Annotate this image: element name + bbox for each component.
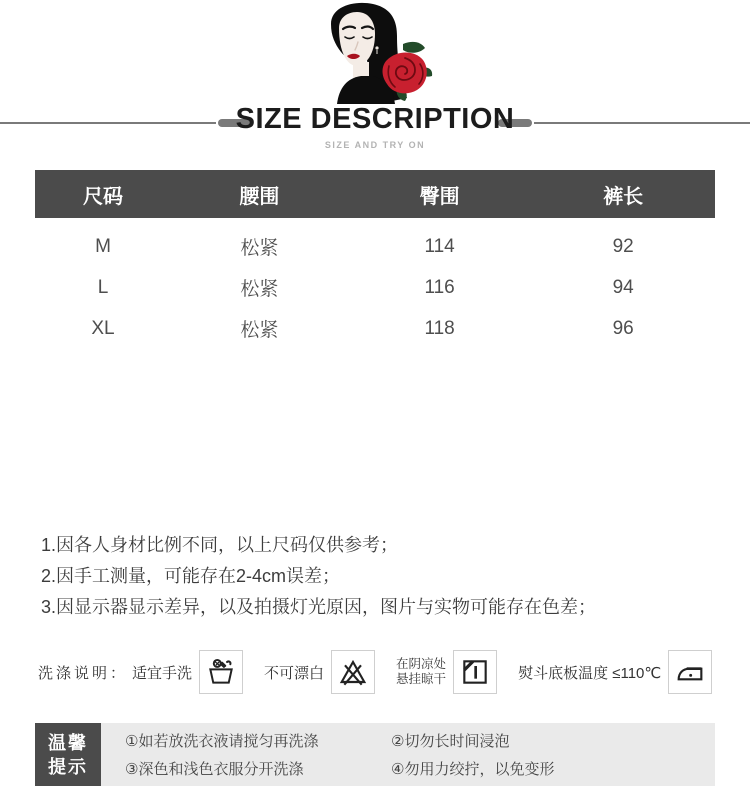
warm-tips-section xyxy=(35,723,715,786)
note-line: 1.因各人身材比例不同，以上尺码仅供参考； xyxy=(41,535,399,555)
wash-care-row xyxy=(38,648,716,696)
col-header-pants-length: 裤长 xyxy=(603,185,644,208)
cell-hip: 118 xyxy=(424,317,455,339)
no-bleach-icon xyxy=(331,650,375,694)
wash-care-label: 洗涤说明： xyxy=(38,664,129,682)
table-row xyxy=(35,226,715,267)
wash-item-shade-dry xyxy=(396,650,497,694)
note-line: 3.因显示器显示差异，以及拍摄灯光原因，图片与实物可能存在色差； xyxy=(41,597,597,617)
page-subtitle: SIZE AND TRY ON xyxy=(324,140,426,150)
wash-item-label: 适宜手洗 xyxy=(132,664,193,682)
note-line: 2.因手工测量，可能存在2-4cm误差； xyxy=(41,566,341,586)
wash-item-label: 熨斗底板温度 ≤110℃ xyxy=(518,664,662,682)
warm-tips-badge-line: 提示 xyxy=(48,756,88,777)
tip-item: ②切勿长时间浸泡 xyxy=(391,733,510,750)
size-table-header-row xyxy=(35,170,715,218)
tip-item: ④勿用力绞拧，以免变形 xyxy=(391,761,555,778)
woman-rose-illustration xyxy=(317,2,433,104)
cell-hip: 114 xyxy=(424,235,455,257)
size-table-body xyxy=(35,218,715,349)
warm-tips-body xyxy=(101,723,715,786)
size-notes xyxy=(41,530,596,623)
cell-hip: 116 xyxy=(424,276,455,298)
cell-pants-length: 92 xyxy=(612,235,634,257)
cell-waist: 松紧 xyxy=(240,320,279,341)
wash-item-iron-low-temp xyxy=(518,650,712,694)
hand-wash-icon xyxy=(199,650,243,694)
wash-item-hand-wash xyxy=(132,650,243,694)
tip-item: ③深色和浅色衣服分开洗涤 xyxy=(125,761,304,778)
cell-waist: 松紧 xyxy=(240,279,279,300)
wash-item-no-bleach xyxy=(264,650,375,694)
table-row xyxy=(35,267,715,308)
cell-waist: 松紧 xyxy=(240,238,279,259)
col-header-waist: 腰围 xyxy=(239,185,280,208)
col-header-size: 尺码 xyxy=(83,185,123,208)
wash-item-label: 在阴凉处 悬挂晾干 xyxy=(396,657,447,686)
shade-dry-icon xyxy=(453,650,497,694)
cell-size: L xyxy=(97,276,109,298)
tip-item: ①如若放洗衣液请搅匀再洗涤 xyxy=(125,733,319,750)
cell-size: XL xyxy=(91,317,115,339)
warm-tips-badge xyxy=(35,723,101,786)
cell-size: M xyxy=(95,235,111,257)
size-table xyxy=(35,170,715,349)
col-header-hip: 臀围 xyxy=(419,185,460,208)
table-row xyxy=(35,308,715,349)
iron-low-temp-icon xyxy=(668,650,712,694)
woman-rose-graphic xyxy=(317,2,433,104)
cell-pants-length: 96 xyxy=(612,317,634,339)
cell-pants-length: 94 xyxy=(612,276,634,298)
wash-item-label: 不可漂白 xyxy=(264,664,325,682)
warm-tips-badge-line: 温馨 xyxy=(48,732,88,753)
page-title: SIZE DESCRIPTION xyxy=(235,103,515,135)
